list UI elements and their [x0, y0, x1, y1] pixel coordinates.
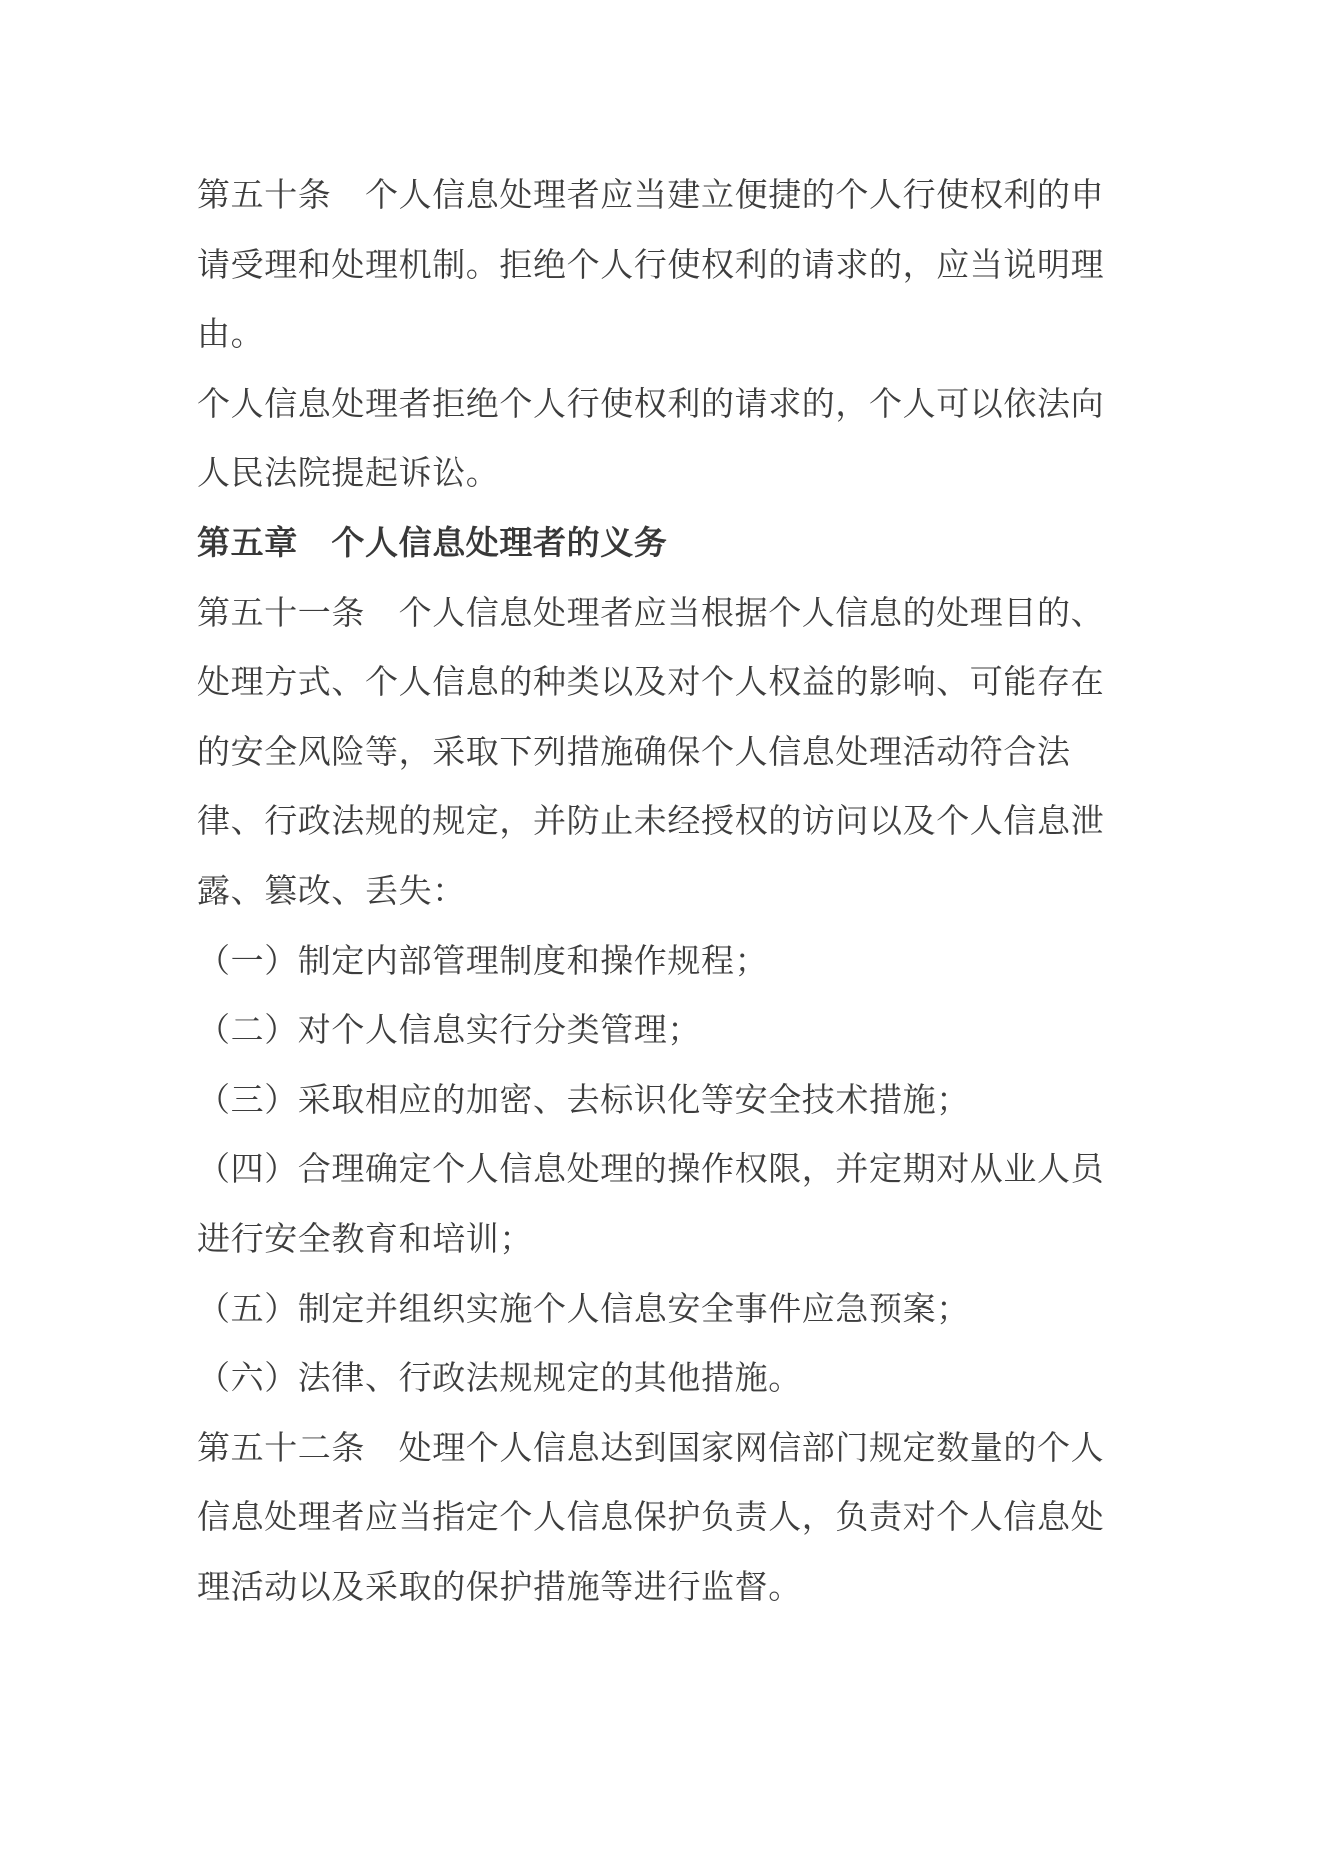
text-line-2: 请受理和处理机制。拒绝个人行使权利的请求的，应当说明理 [197, 244, 1105, 284]
text-line-12: （一）制定内部管理制度和操作规程； [197, 940, 769, 980]
chapter-heading: 第五章 个人信息处理者的义务 [197, 522, 668, 562]
text-line-20: 信息处理者应当指定个人信息保护负责人，负责对个人信息处 [197, 1497, 1105, 1537]
text-line-19: 第五十二条 处理个人信息达到国家网信部门规定数量的个人 [197, 1427, 1105, 1467]
text-line-10: 律、行政法规的规定，并防止未经授权的访问以及个人信息泄 [197, 801, 1105, 841]
text-line-15: （四）合理确定个人信息处理的操作权限，并定期对从业人员 [197, 1149, 1105, 1189]
text-line-5: 人民法院提起诉讼。 [197, 453, 500, 493]
text-line-16: 进行安全教育和培训； [197, 1218, 533, 1258]
text-line-14: （三）采取相应的加密、去标识化等安全技术措施； [197, 1079, 970, 1119]
document-text-block [197, 160, 1132, 1621]
text-line-7: 第五十一条 个人信息处理者应当根据个人信息的处理目的、 [197, 592, 1105, 632]
text-line-8: 处理方式、个人信息的种类以及对个人权益的影响、可能存在 [197, 662, 1105, 702]
text-line-3: 由。 [197, 314, 265, 354]
text-line-18: （六）法律、行政法规规定的其他措施。 [197, 1358, 802, 1398]
text-line-1: 第五十条 个人信息处理者应当建立便捷的个人行使权利的申 [197, 175, 1105, 214]
text-line-9: 的安全风险等，采取下列措施确保个人信息处理活动符合法 [197, 731, 1071, 771]
text-line-11: 露、篡改、丢失： [197, 870, 466, 910]
text-line-4: 个人信息处理者拒绝个人行使权利的请求的，个人可以依法向 [197, 383, 1105, 423]
text-line-13: （二）对个人信息实行分类管理； [197, 1010, 701, 1050]
text-line-17: （五）制定并组织实施个人信息安全事件应急预案； [197, 1288, 970, 1328]
text-line-21: 理活动以及采取的保护措施等进行监督。 [197, 1566, 802, 1606]
